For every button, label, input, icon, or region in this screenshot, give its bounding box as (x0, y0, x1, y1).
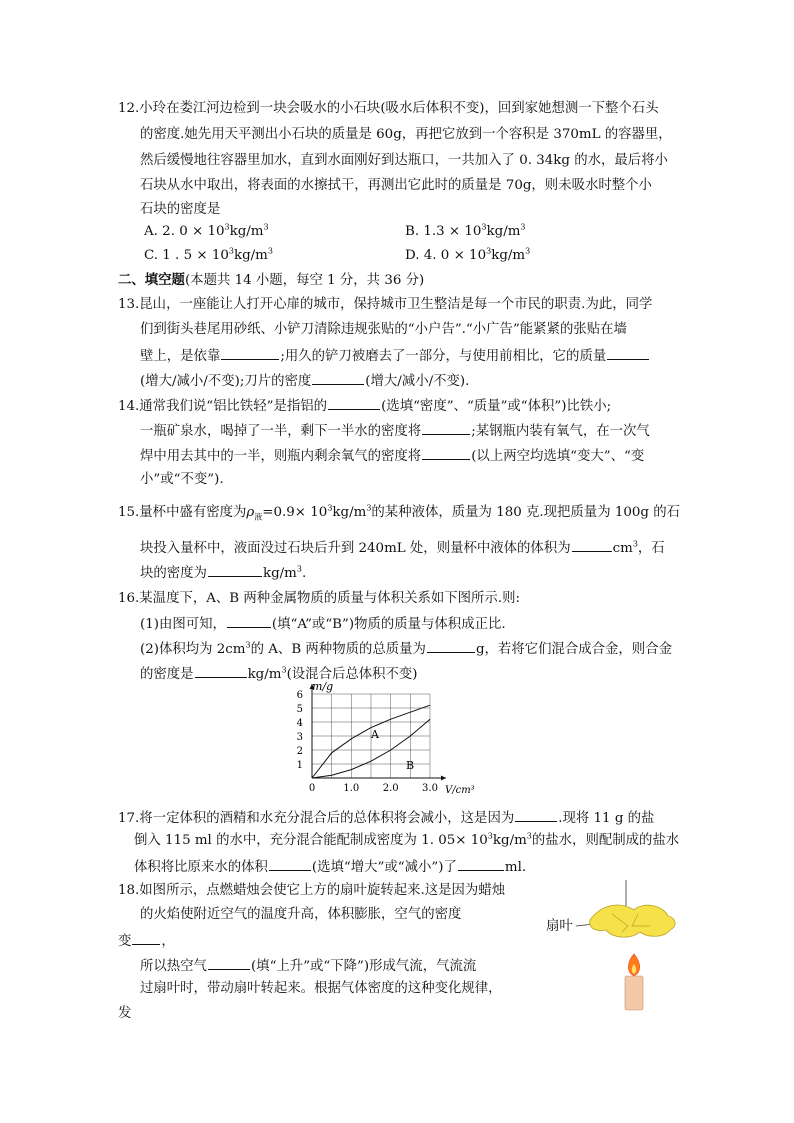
candle-body-icon (625, 976, 643, 1010)
q13-line-3 (140, 346, 650, 366)
q15-line-2 (140, 538, 665, 558)
option-c-text: C. 1 . 5 × 10 (144, 248, 229, 263)
q18-line-5: 过扇叶时，带动扇叶转起来。根据气体密度的这种变化规律， (140, 981, 502, 996)
q17-line-3 (134, 857, 526, 877)
option-a-unit: kg/m (229, 224, 264, 239)
q18-line-3 (118, 931, 175, 951)
q13-text: (增大/减小/不变);刀片的密度 (140, 374, 312, 389)
section-title: 二、填空题 (118, 272, 185, 288)
q16-text: (设混合后总体积不变) (286, 667, 418, 682)
q12-line-1: 12.小玲在娄江河边检到一块会吸水的小石块(吸水后体积不变)，回到家她想测一下整个石头 (118, 101, 659, 116)
q15-text: . (301, 566, 307, 581)
answer-blank[interactable] (328, 396, 380, 410)
option-d-unit-exp: 3 (525, 246, 531, 256)
fan-label: 扇叶 (546, 919, 573, 934)
q18-text: 所以热空气 (140, 959, 207, 974)
x-axis-label: V/cm³ (445, 785, 475, 796)
option-b-text: B. 1.3 × 10 (405, 224, 482, 239)
option-d-unit: kg/m (491, 248, 526, 263)
q13-text: ;用久的铲刀被磨去了一部分，与使用前相比，它的质量 (280, 349, 607, 364)
q15-text: 15.量杯中盛有密度为 (118, 505, 247, 520)
y-tick-label: 5 (296, 704, 303, 715)
x-axis-arrow (441, 776, 446, 781)
q17-text: kg/m (492, 833, 527, 848)
q18-line-1: 18.如图所示，点燃蜡烛会使它上方的扇叶旋转起来.这是因为蜡烛 (118, 883, 506, 898)
q12-line-3: 然后缓慢地往容器里加水，直到水面刚好到达瓶口，一共加入了 0. 34kg 的水，最后将小 (140, 153, 668, 168)
y-tick-label: 6 (296, 690, 303, 701)
q18-line-6: 发 (118, 1006, 132, 1021)
option-d-exp: 3 (486, 246, 492, 256)
q17-text: ml. (504, 860, 527, 875)
exp: 3 (327, 503, 333, 513)
series-label-b: B (406, 759, 415, 772)
q15-text: ，石 (637, 541, 665, 556)
q17-text: (选填“增大”或“减小”)了 (311, 860, 457, 875)
q13-line-1: 13.昆山，一座能让人打开心扉的城市，保持城市卫生整洁是每一个市民的职责.为此，同学 (118, 297, 653, 312)
q14-line-1 (118, 396, 611, 416)
q13-line-2: 们到街头巷尾用砂纸、小铲刀清除违规张贴的“小户告”.“小广告”能紧紧的张贴在墙 (140, 322, 627, 337)
q17-line-2 (134, 832, 679, 850)
q15-line-1 (118, 504, 680, 527)
answer-blank[interactable] (427, 639, 475, 653)
q16-line-2 (140, 614, 506, 634)
answer-blank[interactable] (132, 931, 160, 945)
q12-option-c (144, 247, 273, 265)
q14-line-4: 小”或“不变”). (140, 472, 224, 487)
q12-line-2: 的密度.她先用天平测出小石块的质量是 60g，再把它放到一个容积是 370mL 的容器里， (140, 127, 672, 142)
series-label-a: A (371, 728, 379, 741)
q15-line-3 (140, 563, 306, 583)
x-tick-label: 0 (308, 783, 316, 794)
q17-text: 倒入 115 ml 的水中，充分混合能配制成密度为 1. 05× 10 (134, 833, 488, 848)
answer-blank[interactable] (269, 857, 311, 871)
q12-line-4: 石块从水中取出，将表面的水擦拭干，再测出它此时的质量是 70g，则未吸水时整个小 (140, 178, 652, 193)
q14-text: (以上两空均选填“变大”、“变 (471, 449, 645, 464)
q14-text: ;某钢瓶内装有氧气，在一次气 (471, 424, 650, 439)
exp: 3 (245, 640, 251, 650)
answer-blank[interactable] (515, 808, 557, 822)
candle-fan-illustration (572, 880, 688, 1012)
option-d-text: D. 4. 0 × 10 (405, 248, 487, 263)
mass-volume-chart (288, 678, 478, 803)
answer-blank[interactable] (607, 346, 649, 360)
answer-blank[interactable] (458, 857, 504, 871)
option-c-unit: kg/m (233, 248, 268, 263)
option-a-exp: 3 (224, 222, 230, 232)
exp: 3 (487, 831, 493, 841)
q14-text: 一瓶矿泉水，喝掉了一半，剩下一半水的密度将 (140, 424, 422, 439)
q13-line-4 (140, 371, 469, 391)
option-a-text: A. 2. 0 × 10 (144, 224, 225, 239)
q18-text: ， (161, 934, 175, 949)
q14-text: 焊中用去其中的一半，则瓶内剩余氧气的密度将 (140, 449, 422, 464)
answer-blank[interactable] (422, 421, 470, 435)
q17-text: 17.将一定体积的酒精和水充分混合后的总体积将会减小，这是因为 (118, 811, 515, 826)
y-tick-label: 1 (296, 760, 303, 771)
q17-text: .现将 11 g 的盐 (558, 811, 655, 826)
q15-text: 的某种液体，质量为 180 克.现把质量为 100g 的石 (371, 505, 681, 520)
x-tick-label: 2.0 (382, 783, 399, 794)
q17-text: 的盐水，则配制成的盐水 (531, 833, 680, 848)
section-note: (本题共 14 小题，每空 1 分，共 36 分) (184, 273, 425, 288)
q12-line-5: 石块的密度是 (140, 202, 221, 217)
q14-line-3 (140, 446, 644, 466)
y-tick-label: 4 (296, 718, 303, 729)
q18-text: 变 (118, 934, 132, 949)
exp: 3 (296, 564, 302, 574)
q16-text: 的密度是 (140, 667, 194, 682)
q14-text: 14.通常我们说“铝比铁轻”是指铝的 (118, 399, 328, 414)
option-b-exp: 3 (481, 222, 487, 232)
exp: 3 (366, 503, 372, 513)
option-a-unit-exp: 3 (263, 222, 269, 232)
fan-blade-icon (590, 905, 675, 937)
y-axis-label: m/g (312, 680, 334, 693)
q12-option-d (405, 247, 530, 265)
q18-line-2: 的火焰使附近空气的温度升高，体积膨胀，空气的密度 (140, 907, 462, 922)
q14-text: (选填“密度”、“质量”或“体积”)比铁小; (381, 399, 612, 414)
rho-letter: ρ (246, 505, 255, 520)
q15-text: kg/m (262, 566, 297, 581)
q16-text: (1)由图可知， (140, 617, 226, 632)
answer-blank[interactable] (572, 538, 612, 552)
x-tick-label: 3.0 (422, 783, 438, 794)
q13-text: 壁上，是依靠 (140, 349, 221, 364)
answer-blank[interactable] (208, 956, 250, 970)
q15-text: kg/m (332, 505, 367, 520)
y-tick-label: 3 (296, 732, 303, 743)
q14-line-2 (140, 421, 650, 441)
y-tick-label: 2 (296, 746, 303, 757)
q15-text: =0.9× 10 (262, 505, 328, 520)
exp: 3 (526, 831, 532, 841)
q16-line-1: 16.某温度下，A、B 两种金属物质的质量与体积关系如下图所示.则: (118, 591, 520, 606)
q16-line-3 (140, 639, 672, 659)
q16-text: (2)体积均为 2cm (140, 642, 246, 657)
q16-text: (填“A”或“B”)物质的质量与体积成正比. (271, 617, 506, 632)
q18-line-4 (140, 956, 476, 976)
answer-blank[interactable] (221, 346, 279, 360)
answer-blank[interactable] (195, 664, 247, 678)
rho-symbol (246, 505, 262, 520)
x-tick-label: 1.0 (343, 783, 360, 794)
q17-line-1 (118, 808, 654, 828)
q15-text: cm (612, 541, 633, 556)
answer-blank[interactable] (227, 614, 271, 628)
q12-option-a (144, 223, 269, 241)
q13-text: (增大/减小/不变). (365, 374, 470, 389)
answer-blank[interactable] (422, 446, 470, 460)
q16-text: kg/m (247, 667, 282, 682)
q18-text: (填“上升”或“下降”)形成气流，气流流 (250, 959, 477, 974)
option-b-unit: kg/m (486, 224, 521, 239)
answer-blank[interactable] (208, 563, 262, 577)
section-heading (118, 271, 424, 290)
q12-option-b (405, 223, 526, 241)
q17-text: 体积将比原来水的体积 (134, 860, 268, 875)
q15-text: 块的密度为 (140, 566, 207, 581)
option-c-unit-exp: 3 (267, 246, 273, 256)
q16-text: 的 A、B 两种物质的总质量为 (250, 642, 426, 657)
exp: 3 (632, 539, 638, 549)
q15-text: 块投入量杯中，液面没过石块后升到 240mL 处，则量杯中液体的体积为 (140, 541, 571, 556)
rho-subscript: 液 (254, 512, 263, 522)
exp: 3 (281, 665, 287, 675)
option-c-exp: 3 (228, 246, 234, 256)
q16-text: g，若将它们混合成合金，则合金 (475, 642, 672, 657)
answer-blank[interactable] (312, 371, 364, 385)
option-b-unit-exp: 3 (520, 222, 526, 232)
